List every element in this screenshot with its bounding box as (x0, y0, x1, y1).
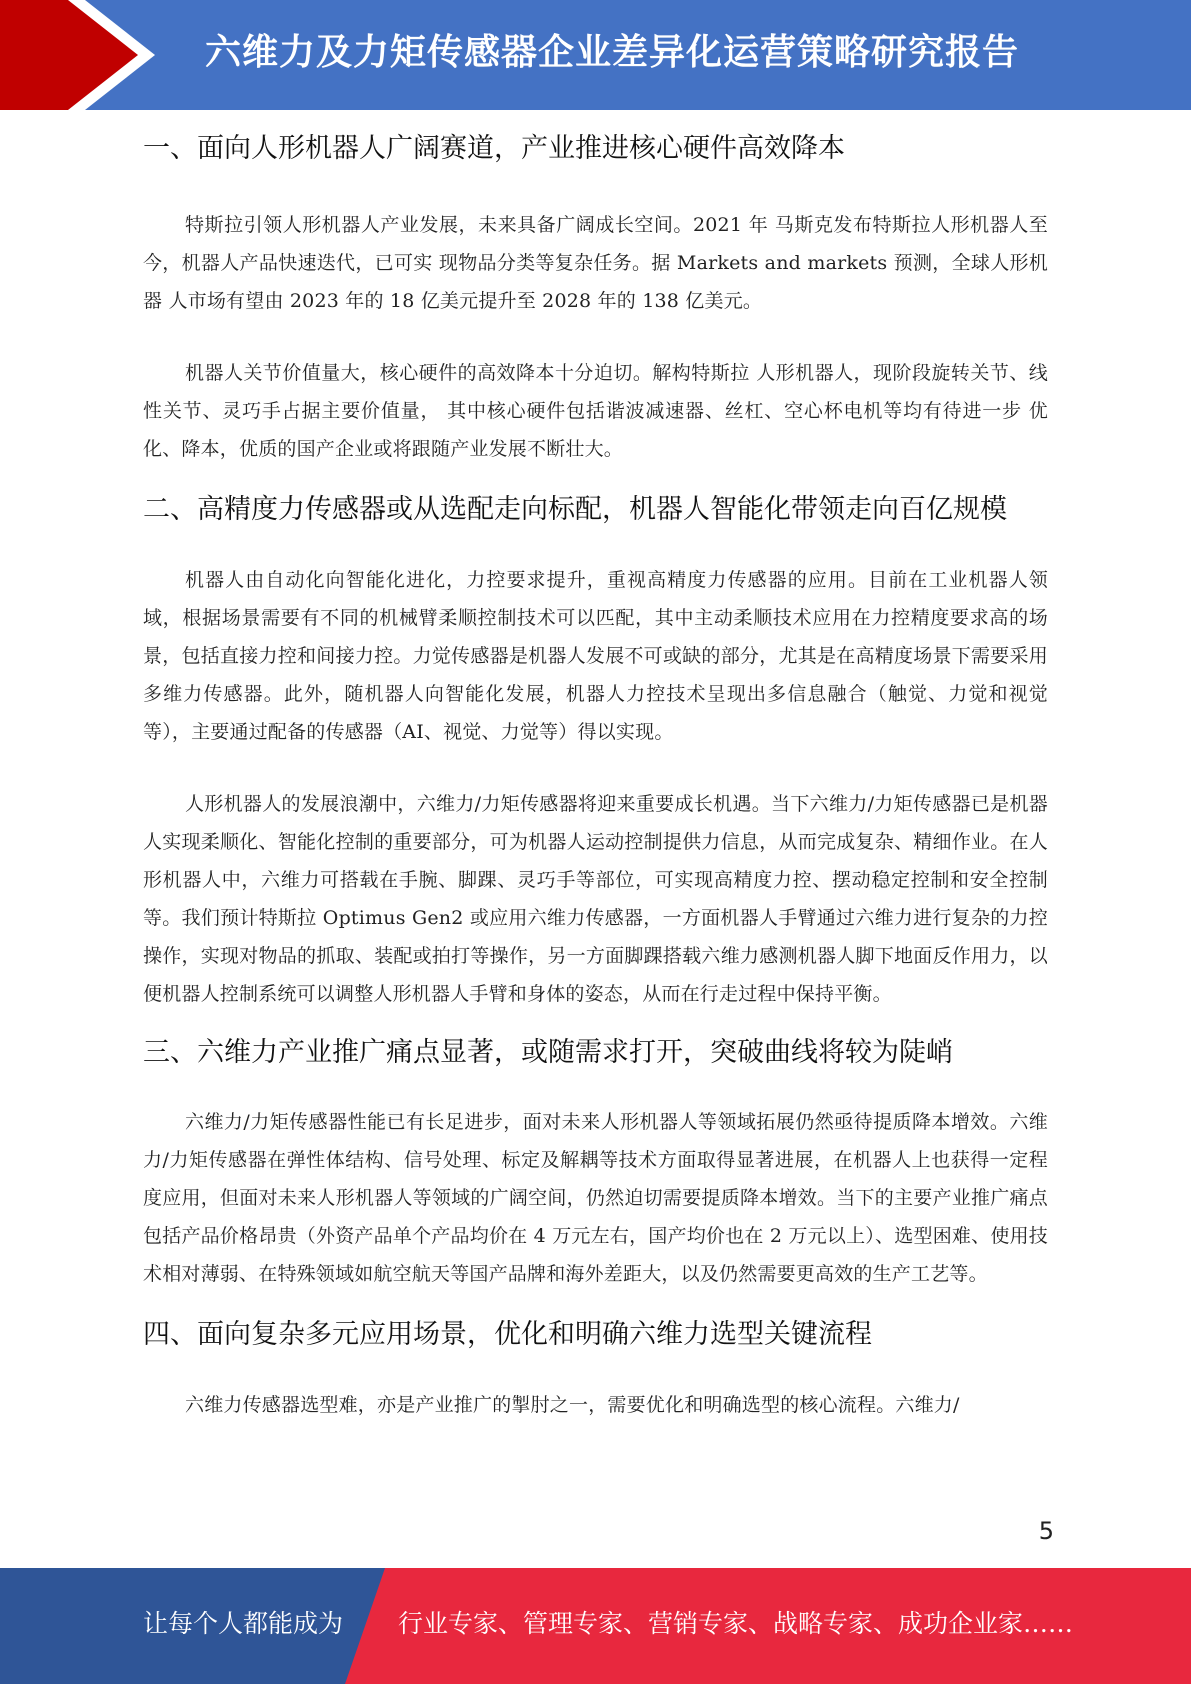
paragraph: 六维力传感器选型难，亦是产业推广的掣肘之一，需要优化和明确选型的核心流程。六维力/ (185, 1394, 960, 1416)
document-title: 六维力及力矩传感器企业差异化运营策略研究报告 (205, 32, 1020, 73)
footer-slogan-right: 行业专家、管理专家、营销专家、战略专家、成功企业家…… (398, 1609, 1074, 1638)
section-heading-4: 四、面向复杂多元应用场景，优化和明确六维力选型关键流程 (143, 1319, 872, 1350)
paragraph: 机器人由自动化向智能化进化，力控要求提升，重视高精度力传感器的应用。目前在工业机器人领域，根据场景需要有不同的机械臂柔顺控制技术可以匹配，其中主动柔顺技术应用在力控精度要求高的场景，包括直接力控和间接力控。力觉传感器是机器人发展不可或缺的部分，尤其是在高精度场景下需要采用多维力传感器。此外，随机器人向智能化发展，机器人力控技术呈现出多信息融合（触觉、力觉和视觉等），主要通过配备的传感器（AI、视觉、力觉等）得以实现。 (143, 569, 1048, 743)
page-number: 5 (1038, 1517, 1054, 1545)
paragraph: 机器人关节价值量大，核心硬件的高效降本十分迫切。解构特斯拉 人形机器人，现阶段旋转关节、线性关节、灵巧手占据主要价值量， 其中核心硬件包括谐波减速器、丝杠、空心杯电机等均有待进一步 优化、降本，优质的国产企业或将跟随产业发展不断壮大。 (143, 362, 1048, 460)
footer-slogan-left: 让每个人都能成为 (143, 1609, 344, 1638)
section-heading-2: 二、高精度力传感器或从选配走向标配，机器人智能化带领走向百亿规模 (143, 494, 1007, 525)
page-header (0, 0, 1191, 110)
section-heading-3: 三、六维力产业推广痛点显著，或随需求打开，突破曲线将较为陡峭 (143, 1037, 953, 1068)
paragraph: 人形机器人的发展浪潮中，六维力/力矩传感器将迎来重要成长机遇。当下六维力/力矩传感器已是机器人实现柔顺化、智能化控制的重要部分，可为机器人运动控制提供力信息，从而完成复杂、精细作业。在人形机器人中，六维力可搭载在手腕、脚踝、灵巧手等部位，可实现高精度力控、摆动稳定控制和安全控制等。我们预计特斯拉 Optimus Gen2 或应用六维力传感器，一方面机器人手臂通过六维力进行复杂的力控操作，实现对物品的抓取、装配或拍打等操作，另一方面脚踝搭载六维力感测机器人脚下地面反作用力，以便机器人控制系统可以调整人形机器人手臂和身体的姿态，从而在行走过程中保持平衡。 (143, 793, 1048, 1005)
page-footer (0, 1568, 1191, 1684)
header-chevron (0, 0, 160, 110)
paragraph: 六维力/力矩传感器性能已有长足进步，面对未来人形机器人等领域拓展仍然亟待提质降本增效。六维力/力矩传感器在弹性体结构、信号处理、标定及解耦等技术方面取得显著进展，在机器人上也获得一定程度应用，但面对未来人形机器人等领域的广阔空间，仍然迫切需要提质降本增效。当下的主要产业推广痛点包括产品价格昂贵（外资产品单个产品均价在 4 万元左右，国产均价也在 2 万元以上）、选型困难、使用技术相对薄弱、在特殊领域如航空航天等国产品牌和海外差距大，以及仍然需要更高效的生产工艺等。 (143, 1111, 1048, 1285)
document-body (143, 125, 1048, 1424)
section-heading-1: 一、面向人形机器人广阔赛道，产业推进核心硬件高效降本 (143, 133, 845, 164)
paragraph: 特斯拉引领人形机器人产业发展，未来具备广阔成长空间。2021 年 马斯克发布特斯拉人形机器人至今，机器人产品快速迭代，已可实 现物品分类等复杂任务。据 Markets and markets 预测，全球人形机器 人市场有望由 2023 年的 18 亿美元提升至 2028 年的 138 亿美元。 (143, 214, 1048, 312)
